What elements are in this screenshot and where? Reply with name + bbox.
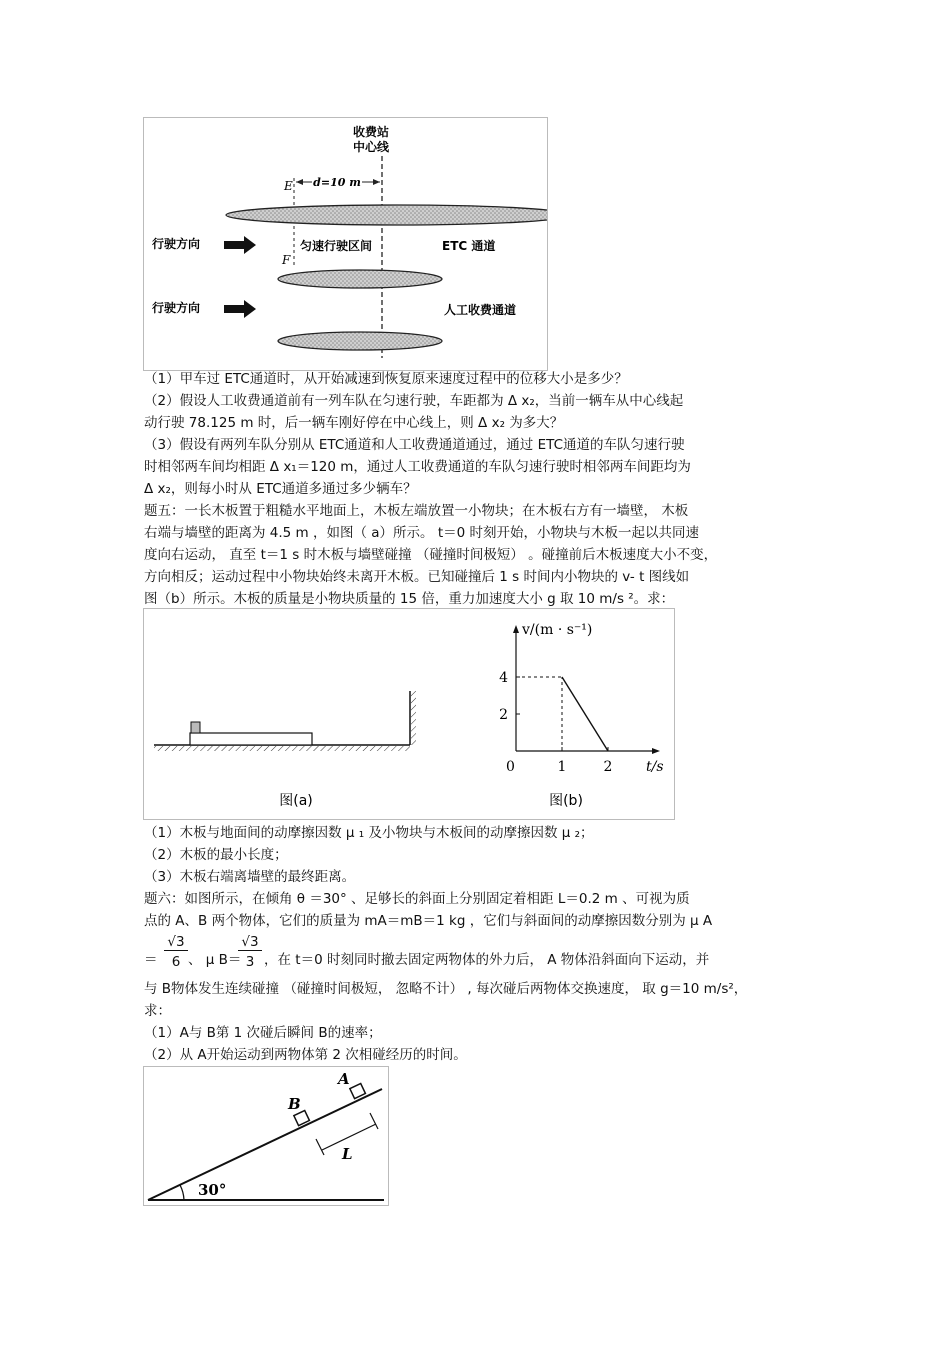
angle-arc <box>180 1185 184 1200</box>
x-axis-arrow <box>652 748 660 754</box>
arrow-right-icon <box>224 236 256 254</box>
mu-b-numerator: √3 <box>238 934 262 951</box>
distance-label: d=10 m <box>313 176 361 189</box>
angle-label: 30° <box>198 1181 227 1199</box>
island-bottom <box>278 332 442 350</box>
q4-line-5: 时相邻两车间均相距 Δ x₁＝120 m，通过人工收费通道的车队匀速行驶时相邻两车间距均为 <box>144 459 691 475</box>
formula-equals: ＝ <box>144 952 158 968</box>
caption-a: 图(a) <box>279 793 313 809</box>
y-axis-label: v/(m · s⁻¹) <box>522 622 593 638</box>
island-middle <box>278 270 442 288</box>
q5-question-2: （2）木板的最小长度； <box>144 847 288 863</box>
incline-figure <box>143 1066 389 1206</box>
q5-question-3: （3）木板右端离墙壁的最终距离。 <box>144 869 356 885</box>
y-axis-arrow <box>513 625 519 633</box>
x-axis-label: t/s <box>646 759 664 775</box>
direction-label-2: 行驶方向 <box>152 301 201 315</box>
arrow-right-icon <box>224 300 256 318</box>
arrow-left <box>296 179 303 185</box>
q5-line-1: 题五：一长木板置于粗糙水平地面上，木板左端放置一小物块；在木板右方有一墙壁， 木板 <box>144 503 689 519</box>
origin-label: 0 <box>506 759 515 775</box>
constant-zone-label: 匀速行驶区间 <box>300 239 373 253</box>
vt-series-line <box>562 677 608 751</box>
manual-lane-label: 人工收费通道 <box>444 303 517 317</box>
l-tick-left <box>316 1139 324 1155</box>
x-tick-label: 2 <box>603 759 613 775</box>
q6-line-1: 题六：如图所示，在倾角 θ ＝30° 、足够长的斜面上分别固定着相距 L＝0.2 m 、可视为质 <box>144 891 690 907</box>
q6-question-2: （2）从 A开始运动到两物体第 2 次相碰经历的时间。 <box>144 1047 467 1063</box>
mu-a-numerator: √3 <box>164 934 188 951</box>
y-tick-label: 2 <box>499 707 508 723</box>
q6-line-2: 点的 A、B 两个物体，它们的质量为 mA＝mB＝1 kg ，它们与斜面间的动摩擦因数分别为 μ A <box>144 913 713 929</box>
q5-line-2: 右端与墙壁的距离为 4.5 m ，如图（ a）所示。 t＝0 时刻开始，小物块与木板一起以共同速 <box>144 525 700 541</box>
vt-chart <box>499 622 663 775</box>
label-e: E <box>284 179 293 193</box>
mu-b-prefix: 、 μ B＝ <box>188 952 242 968</box>
arrow-right <box>373 179 380 185</box>
long-board <box>190 733 312 745</box>
station-label-1: 收费站 <box>352 125 390 139</box>
q5-question-1: （1）木板与地面间的动摩擦因数 μ ₁ 及小物块与木板间的动摩擦因数 μ ₂； <box>144 825 594 841</box>
small-block <box>191 722 200 733</box>
q6-formula-line <box>144 934 824 976</box>
station-label-2: 中心线 <box>352 140 390 154</box>
island-top <box>226 205 547 225</box>
label-b: B <box>288 1095 301 1113</box>
direction-label-1: 行驶方向 <box>152 237 201 251</box>
block-a <box>350 1083 366 1098</box>
wall-hatch <box>411 691 416 745</box>
q5-line-4: 方向相反；运动过程中小物块始终未离开木板。已知碰撞后 1 s 时间内小物块的 v- t 图线如 <box>144 569 690 585</box>
formula-rest: ，在 t＝0 时刻同时撤去固定两物体的外力后， A 物体沿斜面向下运动，并 <box>264 952 710 968</box>
q6-question-1: （1）A与 B第 1 次碰后瞬间 B的速率； <box>144 1025 382 1041</box>
etc-toll-diagram <box>144 118 547 370</box>
q4-line-2: （2）假设人工收费通道前有一列车队在匀速行驶，车距都为 Δ x₂，当前一辆车从中心线起 <box>144 393 684 409</box>
etc-lane-label: ETC 通道 <box>442 239 496 253</box>
q6-line-4: 与 B物体发生连续碰撞 （碰撞时间极短， 忽略不计） , 每次碰后两物体交换速度， 取 g＝10 m/s²， <box>144 981 748 997</box>
q4-line-4: （3）假设有两列车队分别从 ETC通道和人工收费通道通过，通过 ETC通道的车队匀速行驶 <box>144 437 685 453</box>
mu-b-denominator: 3 <box>245 954 255 970</box>
q4-line-1: （1）甲车过 ETC通道时，从开始减速到恢复原来速度过程中的位移大小是多少？ <box>144 371 628 387</box>
q4-line-6: Δ x₂，则每小时从 ETC通道多通过多少辆车？ <box>144 481 417 497</box>
label-f: F <box>282 253 291 267</box>
x-tick-label: 1 <box>557 759 567 775</box>
incline-diagram <box>144 1067 388 1205</box>
q5-line-5: 图（b）所示。木板的质量是小物块质量的 15 倍，重力加速度大小 g 取 10 m/s ²。求： <box>144 591 675 607</box>
board-figure <box>143 608 675 820</box>
ground-hatch <box>154 746 410 751</box>
y-tick-label: 4 <box>499 670 508 686</box>
q5-line-3: 度向右运动， 直至 t＝1 s 时木板与墙壁碰撞 （碰撞时间极短） 。碰撞前后木板速度大小不变， <box>144 547 718 563</box>
label-a: A <box>338 1070 350 1088</box>
mu-a-denominator: 6 <box>171 954 181 970</box>
board-diagram <box>144 609 674 819</box>
etc-toll-figure <box>143 117 548 371</box>
q4-line-3: 动行驶 78.125 m 时，后一辆车刚好停在中心线上，则 Δ x₂ 为多大？ <box>144 415 564 431</box>
q6-line-5: 求： <box>144 1003 171 1019</box>
caption-b: 图(b) <box>549 793 583 809</box>
label-l: L <box>342 1145 353 1163</box>
